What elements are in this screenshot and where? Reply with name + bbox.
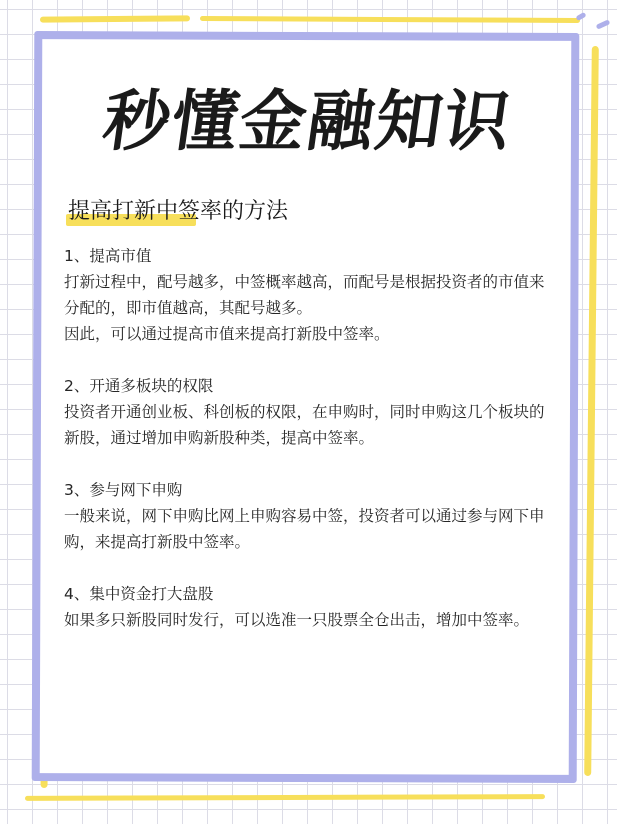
article-body [64, 243, 550, 659]
yellow-brush-stroke-top-2 [200, 16, 580, 23]
section-board-permissions [64, 373, 550, 451]
blue-dash-decoration [575, 12, 586, 21]
section-heading: 3、参与网下申购 [64, 481, 183, 499]
yellow-brush-stroke-top [40, 15, 190, 22]
section-paragraph: 投资者开通创业板、科创板的权限，在申购时，同时申购这几个板块的新股，通过增加申购新股种类，提高中签率。 [64, 403, 545, 447]
yellow-brush-stroke-right [584, 46, 599, 776]
section-subtitle: 提高打新中签率的方法 [68, 199, 289, 224]
section-heading: 2、开通多板块的权限 [64, 377, 214, 395]
section-offline-subscription [64, 477, 550, 555]
section-heading: 4、集中资金打大盘股 [64, 585, 214, 603]
section-paragraph: 打新过程中，配号越多，中签概率越高，而配号是根据投资者的市值来分配的，即市值越高，其配号越多。 [64, 273, 545, 317]
page-title: 秒懂金融知识 [98, 83, 518, 160]
blue-dash-decoration [596, 19, 611, 29]
section-heading: 1、提高市值 [64, 247, 152, 265]
section-paragraph: 如果多只新股同时发行，可以选准一只股票全仓出击，增加中签率。 [64, 611, 530, 629]
section-large-cap [64, 581, 550, 633]
section-paragraph: 一般来说，网下申购比网上申购容易中签，投资者可以通过参与网下申购，来提高打新股中签率。 [64, 507, 545, 551]
section-market-value [64, 243, 550, 347]
section-paragraph: 因此，可以通过提高市值来提高打新股中签率。 [64, 325, 390, 343]
yellow-brush-stroke-bottom [25, 794, 545, 801]
